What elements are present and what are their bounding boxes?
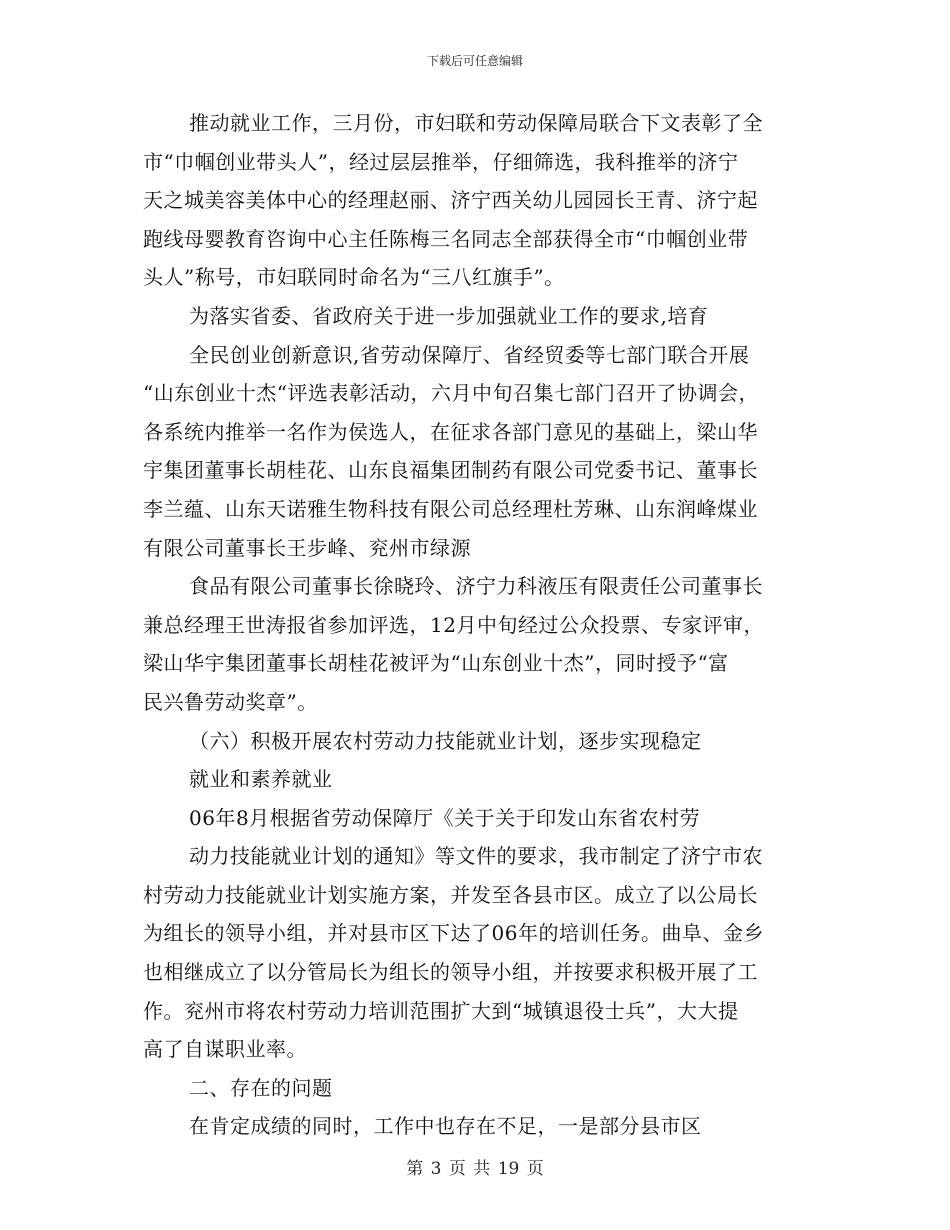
text-line: 高了自谋职业率。 bbox=[143, 1037, 307, 1062]
text-line: （六）积极开展农村劳动力技能就业计划，逐步实现稳定 bbox=[189, 728, 702, 753]
text-line: 宇集团董事长胡桂花、山东良福集团制药有限公司党委书记、董事长 bbox=[143, 458, 758, 483]
text-line: 兼总经理王世涛报省参加评选，12月中旬经过公众投票、专家评审， bbox=[143, 612, 764, 637]
text-line: “山东创业十杰“评选表彰活动，六月中旬召集七部门召开了协调会， bbox=[143, 381, 759, 406]
page-number-footer: 第 3 页 共 19 页 bbox=[406, 1159, 544, 1179]
text-line: 食品有限公司董事长徐晓玲、济宁力科液压有限责任公司董事长 bbox=[189, 574, 763, 599]
text-line: 为组长的领导小组，并对县市区下达了06年的培训任务。曲阜、金乡 bbox=[143, 921, 764, 946]
text-line: 推动就业工作，三月份，市妇联和劳动保障局联合下文表彰了全 bbox=[189, 111, 763, 135]
text-line: 李兰蕴、山东天诺雅生物科技有限公司总经理杜芳琳、山东润峰煤业 bbox=[143, 496, 758, 521]
text-line: 作。兖州市将农村劳动力培训范围扩大到“城镇退役士兵”，大大提 bbox=[143, 998, 739, 1023]
page-header-note: 下载后可任意编辑 bbox=[426, 54, 523, 68]
text-line: 二、存在的问题 bbox=[189, 1075, 333, 1100]
text-line: 跑线母婴教育咨询中心主任陈梅三名同志全部获得全市“巾帼创业带 bbox=[143, 226, 749, 251]
text-line: 在肯定成绩的同时，工作中也存在不足，一是部分县市区 bbox=[189, 1114, 702, 1139]
text-line: 全民创业创新意识,省劳动保障厅、省经贸委等七部门联合开展 bbox=[189, 342, 750, 367]
text-line: 06年8月根据省劳动保障厅《关于关于印发山东省农村劳 bbox=[189, 805, 701, 830]
text-line: 民兴鲁劳动奖章”。 bbox=[143, 689, 318, 714]
text-line: 也相继成立了以分管局长为组长的领导小组，并按要求积极开展了工 bbox=[143, 960, 758, 985]
text-line: 村劳动力技能就业计划实施方案，并发至各县市区。成立了以公局长 bbox=[143, 882, 758, 907]
document-body bbox=[143, 104, 803, 1146]
text-line: 各系统内推举一名作为侯选人，在征求各部门意见的基础上，梁山华 bbox=[143, 419, 758, 444]
text-line: 梁山华宇集团董事长胡桂花被评为“山东创业十杰”，同时授予“富 bbox=[143, 651, 729, 676]
text-line: 动力技能就业计划的通知》等文件的要求，我市制定了济宁市农 bbox=[189, 844, 763, 869]
text-line: 市“巾帼创业带头人”，经过层层推举，仔细筛选，我科推举的济宁 bbox=[143, 149, 739, 174]
text-line: 头人”称号，市妇联同时命名为“三八红旗手”。 bbox=[143, 265, 565, 290]
text-line: 为落实省委、省政府关于进一步加强就业工作的要求,培育 bbox=[189, 303, 709, 328]
text-line: 天之城美容美体中心的经理赵丽、济宁西关幼儿园园长王青、济宁起 bbox=[143, 188, 758, 213]
text-line: 就业和素养就业 bbox=[189, 767, 333, 792]
text-line: 有限公司董事长王步峰、兖州市绿源 bbox=[143, 535, 471, 560]
